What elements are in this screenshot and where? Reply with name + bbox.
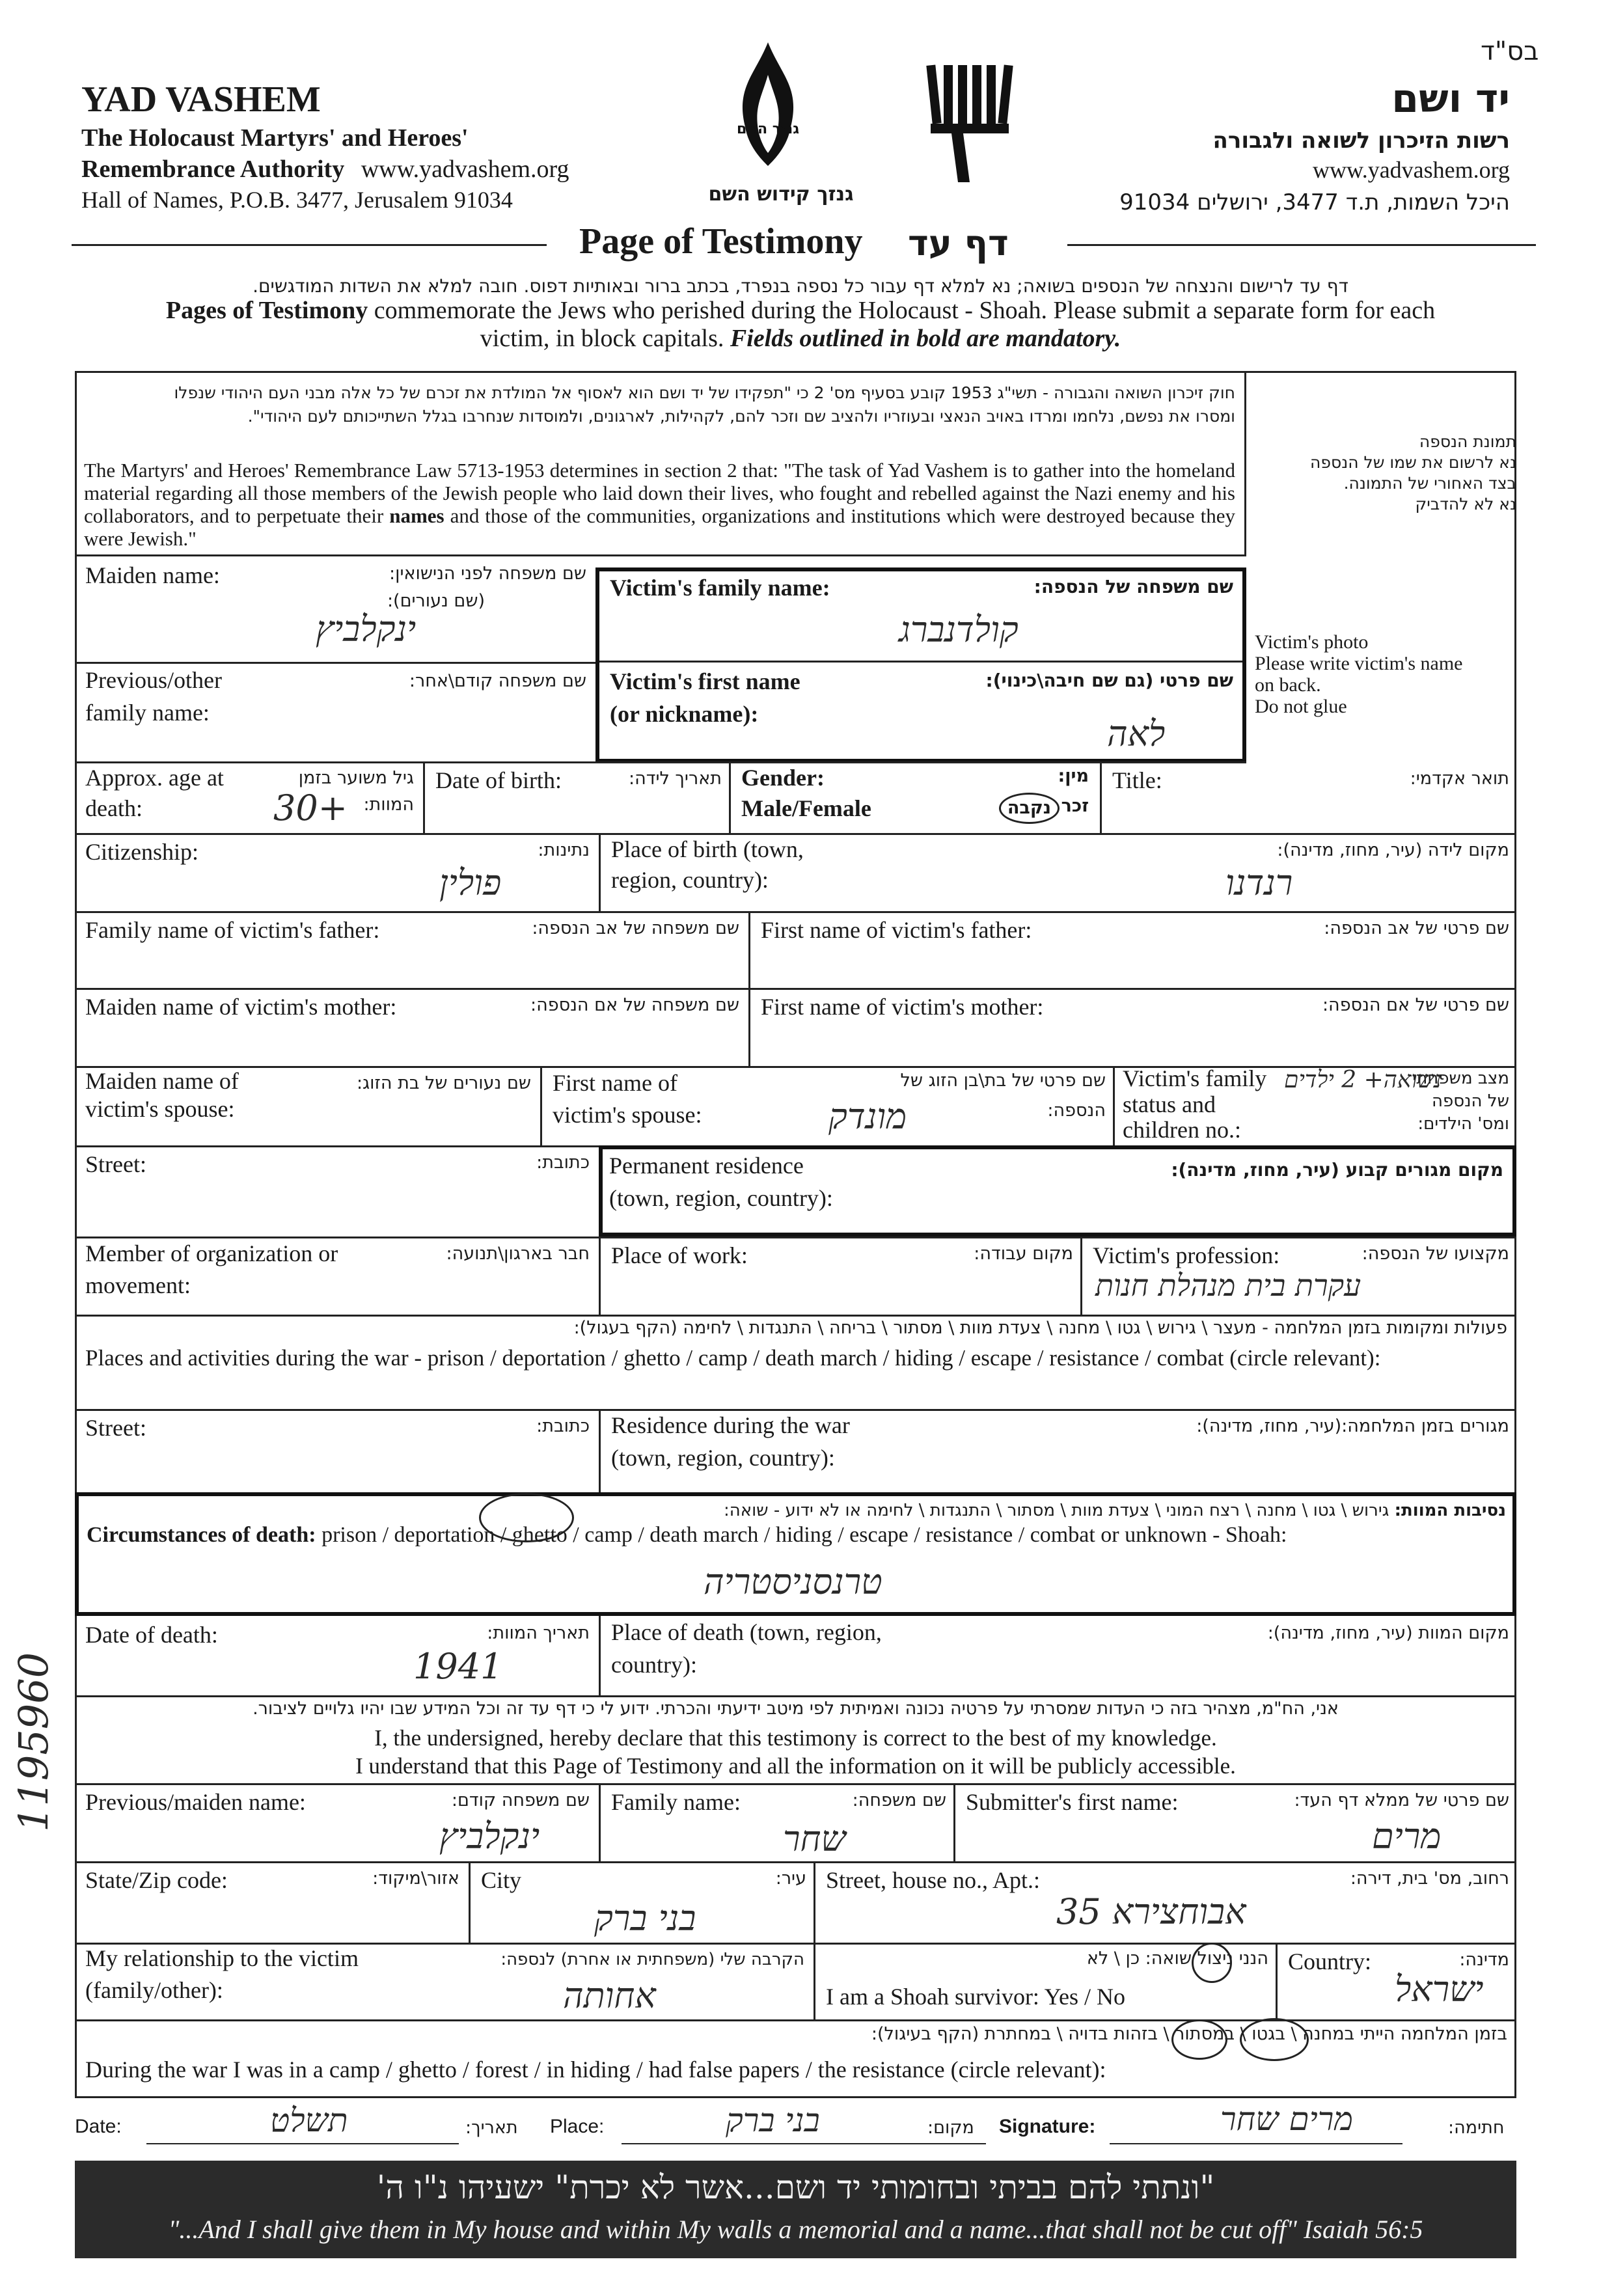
submitter-prev-name-value: ינקלביץ — [439, 1816, 540, 1857]
intro-he: דף עד לרישום והנצחה של הנספים בשואה; נא למלא דף עבור כל נספה בנפרד, בכתב ברור ובאותיות דפוס. חובה למלא את השדות המודגשים. — [253, 275, 1348, 297]
place-of-birth-cell[interactable]: Place of birth (town, region, country): מקום לידה (עיר, מחוז, מדינה): רנדנו — [599, 833, 1518, 911]
declaration-en-2: I understand that this Page of Testimony and all the information on it will be publicly accessible. — [355, 1753, 1236, 1779]
page-title-he: דף עד — [908, 223, 1009, 264]
signature-value: מרים שחר — [1220, 2100, 1353, 2138]
place-of-work-cell[interactable]: Place of work: מקום עבודה: — [599, 1237, 1082, 1315]
org-subtitle-en-1: The Holocaust Martyrs' and Heroes' — [81, 124, 469, 152]
row-war-residence — [75, 1409, 1516, 1494]
flame-logo — [716, 36, 820, 185]
activities-en: Places and activities during the war - prison / deportation / ghetto / camp / death march / hiding / escape / resistance / combat (circle relevant): — [85, 1345, 1381, 1371]
photo-he-2: נא לרשום את שמו של הנספה — [1310, 453, 1516, 472]
row-age-dob-gender — [75, 761, 1516, 835]
circumstances-of-death-cell[interactable] — [75, 1492, 1516, 1616]
row-activities[interactable] — [75, 1315, 1516, 1411]
row-death — [75, 1616, 1516, 1697]
place-line[interactable] — [622, 2143, 986, 2144]
place-value: בני ברק — [726, 2101, 820, 2139]
submitter-street-cell[interactable]: Street, house no., Apt.: רחוב, מס' בית, דירה: אבוחצירא 35 — [814, 1861, 1518, 1943]
declaration-en-1: I, the undersigned, hereby declare that this testimony is correct to the best of my knowledge. — [374, 1725, 1217, 1751]
family-status-cell[interactable]: Victim's family status and children no.: מצב משפחתי של הנספה ומס' הילדים: נשואה+ 2 ילדים — [1113, 1066, 1518, 1145]
country-value: ישראל — [1395, 1969, 1484, 2010]
spouse-maiden-cell[interactable]: Maiden name of victim's spouse: שם נעורים של בת הזוג: — [85, 1068, 531, 1123]
circumstances-value: טרנסניסטריה — [704, 1561, 882, 1602]
declaration — [75, 1695, 1516, 1785]
war-status-he: בזמן המלחמה הייתי במחנה \ בגטו \ במסתור \ בזהות בדויה \ במחתרת (הקף בעיגול): — [871, 2024, 1507, 2044]
law-en: The Martyrs' and Heroes' Remembrance Law 5713-1953 determines in section 2 that: "The task of Yad Vashem is to gather into the homeland material regarding all those members of the Jewish people who laid down their lives, who fought and rebelled against the Nazi enemy and his collaborators, and to perpetuate their names and those of the communities, organizations and institutions which were destroyed because they were Jewish." — [84, 459, 1235, 551]
previous-name-cell[interactable]: Previous/other family name: שם משפחה קודם\אחר: — [85, 667, 586, 726]
declaration-he: אני, הח"מ, מצהיר בזה כי העדות שמסרתי על פרטיה נכונה ואמיתית לפי מיטב ידיעתי והכרתי. ידוע לי כי דף עד זה וכל המידע שבו יהיו גלויים לציבור. — [253, 1699, 1339, 1719]
survivor-cell[interactable]: הנני ניצול שואה: כן \ לא I am a Shoah survivor: Yes / No — [814, 1943, 1278, 2019]
date-of-death-value: 1941 — [413, 1646, 503, 1687]
dob-cell[interactable]: Date of birth: תאריך לידה: — [423, 761, 731, 833]
profession-cell[interactable]: Victim's profession: מקצועו של הנספה: עקרת בית מנהלת חנות — [1080, 1237, 1518, 1315]
row-mother — [75, 988, 1516, 1068]
signature-line[interactable] — [1110, 2143, 1402, 2144]
place-of-birth-value: רנדנו — [1225, 862, 1293, 903]
bsd-mark: בס"ד — [1481, 36, 1539, 66]
row-submitter-address — [75, 1861, 1516, 1945]
spouse-first-name-value: מונדק — [828, 1096, 907, 1137]
victim-first-name-cell[interactable]: Victim's first name (or nickname): שם פרטי (גם שם חיבה\כינוי): לאה — [610, 668, 1233, 754]
logo-caption: גנזך קידוש השם — [708, 183, 854, 206]
submitter-family-name-cell[interactable]: Family name: שם משפחה: שחר — [599, 1783, 955, 1861]
victim-family-name-value: קולדנברג — [899, 609, 1019, 650]
submitter-first-name-value: מרים — [1372, 1816, 1442, 1857]
place-of-death-cell[interactable]: Place of death (town, region, country): מקום המוות (עיר, מחוז, מדינה): — [599, 1616, 1518, 1695]
org-subtitle-he: רשות הזיכרון לשואה ולגבורה — [1212, 128, 1510, 154]
war-camp-circled — [1240, 2018, 1309, 2061]
signoff-row: Date: תשלט תאריך: Place: בני ברק מקום: Signature: מרים שחר חתימה: — [75, 2105, 1516, 2151]
law-he-2: ומסרו את נפשם, נלחמו ומרדו באויב הנאצי ובעוזריו ולהציב שם וזכר להם, לקהילות, לארגונים, ולמוסדות שנחרבו בגלל השתייכותם לעם היהודי". — [247, 407, 1235, 426]
submitter-family-name-value: שחר — [783, 1818, 846, 1859]
circled-shoah — [479, 1493, 574, 1542]
citizenship-cell[interactable]: Citizenship: נתינות: פולין — [85, 839, 590, 903]
age-value: 30+ — [273, 787, 348, 828]
activities-he: פעולות ומקומות בזמן המלחמה - מעצר \ גירוש \ גטו \ מחנה \ צעדת מוות \ מסתור \ בריחה \ התנגדות \ לחימה (הקף בעגול): — [573, 1318, 1507, 1338]
mother-first-name-cell[interactable]: First name of victim's mother: שם פרטי של אם הנספה: — [748, 988, 1518, 1066]
website-en: www.yadvashem.org — [361, 156, 569, 183]
street-cell[interactable]: Street: כתובת: — [85, 1151, 590, 1177]
law-box — [75, 371, 1246, 556]
profession-value: עקרת בית מנהלת חנות — [1095, 1268, 1361, 1303]
row-spouse — [75, 1066, 1516, 1147]
date-line[interactable] — [146, 2143, 459, 2144]
address-he: היכל השמות, ת.ד 3477, ירושלים 91034 — [1119, 189, 1510, 215]
mother-maiden-name-cell[interactable]: Maiden name of victim's mother: שם משפחה של אם הנספה: — [85, 994, 739, 1020]
footer-quote-he: "ונתתי להם בביתי ובחומותי יד ושם...אשר לא יכרת" ישעיהו נ"ו ה' — [376, 2168, 1215, 2206]
circumstances-he: נסיבות המוות: גירוש \ גטו \ מחנה \ רצח המוני \ צעדת מוות \ מסתור \ התנגדות \ לחימה או לא ידוע - שואה: — [723, 1501, 1506, 1520]
row-residence — [75, 1145, 1516, 1238]
maiden-name-value: ינקלביץ — [316, 608, 417, 649]
survivor-yes-circled — [1192, 1943, 1232, 1983]
submitter-prev-name-cell[interactable]: Previous/maiden name: שם משפחה קודם: ינקלביץ — [85, 1789, 590, 1857]
page-title-en: Page of Testimony — [579, 221, 863, 262]
gender-female-circled: נקבה — [999, 793, 1060, 824]
citizenship-value: פולין — [439, 862, 502, 903]
victim-first-name-value: לאה — [1107, 713, 1166, 754]
footer-banner — [75, 2161, 1516, 2258]
intro-en-2: victim, in block capitals. Fields outlined in bold are mandatory. — [480, 325, 1121, 352]
footer-quote-en: "...And I shall give them in My house and within My walls a memorial and a name...that shall not be cut off" Isaiah 56:5 — [168, 2215, 1423, 2244]
margin-record-number: 1195960 — [10, 1652, 57, 1832]
submitter-first-name-cell[interactable]: Submitter's first name: שם פרטי של ממלא דף העד: מרים — [953, 1783, 1518, 1861]
website-he: www.yadvashem.org — [1313, 157, 1510, 183]
father-first-name-cell[interactable]: First name of victim's father: שם פרטי של אב הנספה: — [748, 911, 1518, 988]
age-cell[interactable]: Approx. age at death: גיל משוער בזמן המוות: 30+ — [85, 765, 414, 828]
spouse-first-name-cell[interactable]: First name of victim's spouse: שם פרטי של בת\בן הזוג של הנספה: מונדק — [540, 1066, 1115, 1145]
war-residence-cell[interactable]: Residence during the war (town, region, country): מגורים בזמן המלחמה:(עיר, מחוז, מדינה): — [599, 1409, 1518, 1492]
permanent-residence-cell[interactable]: Permanent residence (town, region, country): מקום מגורים קבוע (עיר, מחוז, מדינה): — [599, 1145, 1516, 1237]
date-of-death-cell[interactable]: Date of death: תאריך המוות: 1941 — [85, 1622, 590, 1687]
photo-he-4: נא לא להדביק — [1415, 495, 1516, 513]
relationship-cell[interactable]: My relationship to the victim (family/other): הקרבה שלי (משפחתית או אחרת) לנספה: אחותה — [85, 1945, 804, 2016]
org-name-he: יד ושם — [1391, 76, 1510, 122]
org-subtitle-en-2: Remembrance Authority — [81, 156, 345, 183]
org-name-en: YAD VASHEM — [81, 79, 321, 120]
title-rule-left — [72, 244, 547, 246]
city-cell[interactable]: City עיר: בני ברק — [469, 1861, 815, 1943]
zip-cell[interactable]: State/Zip code: אזור\מיקוד: — [85, 1867, 459, 1893]
intro-en-1: Pages of Testimony commemorate the Jews who perished during the Holocaust - Shoah. Please submit a separate form for each — [165, 297, 1436, 324]
war-ghetto-circled — [1171, 2019, 1227, 2060]
row-submitter-names — [75, 1783, 1516, 1863]
family-status-value: נשואה+ 2 ילדים — [1284, 1067, 1442, 1093]
photo-he-3: בצד האחורי של התמונה. — [1343, 474, 1516, 493]
row-war-status[interactable] — [75, 2019, 1516, 2098]
photo-en: Victim's photo Please write victim's name on back. Do not glue — [1255, 631, 1463, 717]
address-en: Hall of Names, P.O.B. 3477, Jerusalem 91034 — [81, 187, 513, 213]
gender-cell[interactable]: Gender: Male/Female מין: זכר נקבה — [729, 761, 1102, 833]
menorah-logo — [924, 59, 1015, 189]
country-cell[interactable]: Country: מדינה: ישראל — [1276, 1943, 1518, 2019]
svg-text:גנזך השם: גנזך השם — [736, 121, 800, 137]
date-value: תשלט — [270, 2101, 348, 2139]
row-father — [75, 911, 1516, 990]
war-street-cell[interactable]: Street: כתובת: — [85, 1415, 590, 1441]
victim-family-name-cell[interactable]: Victim's family name: שם משפחה של הנספה: קולדנברג — [599, 571, 1242, 663]
title-rule-right — [1067, 244, 1536, 246]
war-status-en: During the war I was in a camp / ghetto / forest / in hiding / had false papers / the resistance (circle relevant): — [85, 2057, 1106, 2083]
city-value: בני ברק — [594, 1898, 696, 1939]
father-family-name-cell[interactable]: Family name of victim's father: שם משפחה של אב הנספה: — [85, 917, 739, 943]
maiden-name-cell[interactable]: Maiden name: שם משפחה לפני הנישואין: (שם נעורים): ינקלביץ — [75, 556, 595, 664]
row-citizenship — [75, 833, 1516, 913]
relationship-value: אחותה — [563, 1975, 656, 2016]
organization-cell[interactable]: Member of organization or movement: חבר בארגון\תנועה: — [85, 1240, 590, 1298]
title-cell[interactable]: Title: תואר אקדמי: — [1100, 761, 1518, 833]
law-he-1: חוק זיכרון השואה והגבורה - תשי"ג 1953 קובע בסעיף מס' 2 כי "תפקידו של יד ושם הוא לאסוף אל המולדת את זכרם של כל אלה מבני העם היהודי שנפלו — [174, 383, 1235, 402]
submitter-street-value: אבוחצירא 35 — [1056, 1891, 1246, 1932]
row-relationship — [75, 1943, 1516, 2021]
photo-he-1: תמונת הנספה — [1419, 432, 1516, 451]
circumstances-en: Circumstances of death: prison / deportation / ghetto / camp / death march / hiding / escape / resistance / combat or unknown - Shoah: — [87, 1523, 1287, 1547]
row-work — [75, 1237, 1516, 1317]
